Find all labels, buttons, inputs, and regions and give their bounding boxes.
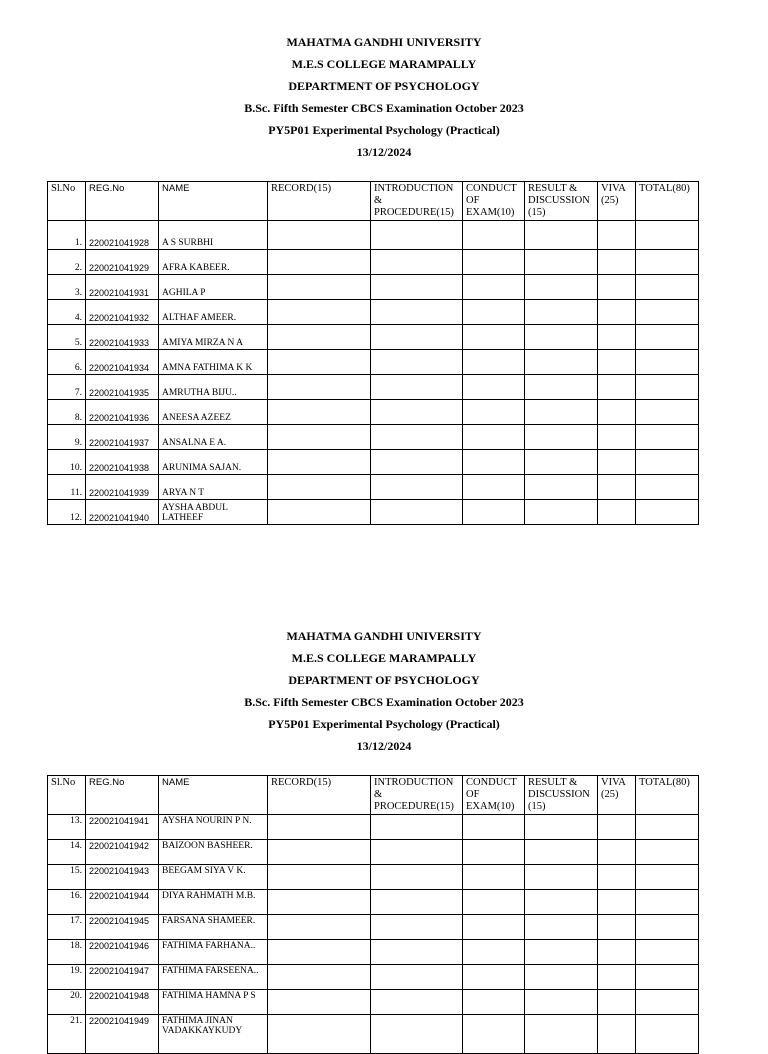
- table-row: [48, 300, 699, 325]
- sl-no-cell: 6.: [48, 350, 86, 375]
- total-mark-cell: [636, 275, 699, 300]
- reg-no-cell: 220021041934: [86, 350, 159, 375]
- sl-no-cell: 2.: [48, 250, 86, 275]
- total-mark-cell: [636, 815, 699, 840]
- name-cell: FARSANA SHAMEER.: [159, 915, 268, 940]
- record-mark-cell: [268, 840, 371, 865]
- introduction-mark-cell: [371, 815, 463, 840]
- reg-no-cell: 220021041935: [86, 375, 159, 400]
- total-mark-cell: [636, 425, 699, 450]
- total-mark-cell: [636, 325, 699, 350]
- viva-mark-cell: [598, 890, 636, 915]
- conduct-mark-cell: [463, 1015, 525, 1054]
- result-mark-cell: [525, 325, 598, 350]
- record-mark-cell: [268, 450, 371, 475]
- name-cell: ARUNIMA SAJAN.: [159, 450, 268, 475]
- table-row: [48, 350, 699, 375]
- exam-date: 13/12/2024: [356, 145, 412, 159]
- viva-mark-cell: [598, 1015, 636, 1054]
- reg-no-cell: 220021041941: [86, 815, 159, 840]
- result-mark-cell: [525, 500, 598, 525]
- introduction-mark-cell: [371, 375, 463, 400]
- conduct-mark-cell: [463, 400, 525, 425]
- total-mark-cell: [636, 450, 699, 475]
- col-total: TOTAL(80): [636, 776, 699, 815]
- col-record: RECORD(15): [268, 776, 371, 815]
- name-cell: DIYA RAHMATH M.B.: [159, 890, 268, 915]
- name-cell: AMNA FATHIMA K K: [159, 350, 268, 375]
- viva-mark-cell: [598, 475, 636, 500]
- result-mark-cell: [525, 940, 598, 965]
- conduct-mark-cell: [463, 250, 525, 275]
- result-mark-cell: [525, 400, 598, 425]
- result-mark-cell: [525, 475, 598, 500]
- sl-no-cell: 3.: [48, 275, 86, 300]
- reg-no-cell: 220021041933: [86, 325, 159, 350]
- reg-no-cell: 220021041931: [86, 275, 159, 300]
- viva-mark-cell: [598, 865, 636, 890]
- col-reg-no: REG.No: [86, 776, 159, 815]
- col-viva: VIVA (25): [598, 776, 636, 815]
- record-mark-cell: [268, 400, 371, 425]
- record-mark-cell: [268, 865, 371, 890]
- university-title: MAHATMA GANDHI UNIVERSITY: [286, 629, 482, 643]
- table-row: [48, 865, 699, 890]
- introduction-mark-cell: [371, 250, 463, 275]
- college-title: M.E.S COLLEGE MARAMPALLY: [291, 57, 477, 71]
- col-conduct: CONDUCT OF EXAM(10): [463, 182, 525, 221]
- result-mark-cell: [525, 990, 598, 1015]
- table-row: [48, 990, 699, 1015]
- viva-mark-cell: [598, 840, 636, 865]
- sl-no-cell: 21.: [48, 1015, 86, 1054]
- col-reg-no: REG.No: [86, 182, 159, 221]
- result-mark-cell: [525, 350, 598, 375]
- record-mark-cell: [268, 250, 371, 275]
- table-row: [48, 915, 699, 940]
- reg-no-cell: 220021041932: [86, 300, 159, 325]
- record-mark-cell: [268, 325, 371, 350]
- record-mark-cell: [268, 375, 371, 400]
- viva-mark-cell: [598, 221, 636, 250]
- introduction-mark-cell: [371, 940, 463, 965]
- table-row: [48, 425, 699, 450]
- table-header-row: [48, 182, 699, 221]
- conduct-mark-cell: [463, 375, 525, 400]
- reg-no-cell: 220021041940: [86, 500, 159, 525]
- col-sl-no: Sl.No: [48, 776, 86, 815]
- record-mark-cell: [268, 275, 371, 300]
- result-mark-cell: [525, 425, 598, 450]
- introduction-mark-cell: [371, 915, 463, 940]
- viva-mark-cell: [598, 425, 636, 450]
- introduction-mark-cell: [371, 450, 463, 475]
- name-cell: FATHIMA HAMNA P S: [159, 990, 268, 1015]
- introduction-mark-cell: [371, 221, 463, 250]
- university-title: MAHATMA GANDHI UNIVERSITY: [286, 35, 482, 49]
- viva-mark-cell: [598, 915, 636, 940]
- conduct-mark-cell: [463, 221, 525, 250]
- total-mark-cell: [636, 865, 699, 890]
- name-cell: FATHIMA JINAN VADAKKAYKUDY: [159, 1015, 268, 1054]
- col-record: RECORD(15): [268, 182, 371, 221]
- exam-title: B.Sc. Fifth Semester CBCS Examination October 2023: [244, 695, 524, 709]
- total-mark-cell: [636, 221, 699, 250]
- reg-no-cell: 220021041945: [86, 915, 159, 940]
- course-title: PY5P01 Experimental Psychology (Practical): [268, 123, 500, 137]
- name-cell: A S SURBHI: [159, 221, 268, 250]
- record-mark-cell: [268, 425, 371, 450]
- reg-no-cell: 220021041937: [86, 425, 159, 450]
- college-title: M.E.S COLLEGE MARAMPALLY: [291, 651, 477, 665]
- sl-no-cell: 5.: [48, 325, 86, 350]
- record-mark-cell: [268, 475, 371, 500]
- table-row: [48, 221, 699, 250]
- reg-no-cell: 220021041943: [86, 865, 159, 890]
- viva-mark-cell: [598, 965, 636, 990]
- table-row: [48, 840, 699, 865]
- marks-table-2: [47, 775, 699, 1054]
- introduction-mark-cell: [371, 425, 463, 450]
- reg-no-cell: 220021041939: [86, 475, 159, 500]
- conduct-mark-cell: [463, 275, 525, 300]
- table-header-row: [48, 776, 699, 815]
- total-mark-cell: [636, 940, 699, 965]
- exam-date: 13/12/2024: [356, 739, 412, 753]
- header-section-1: [0, 31, 768, 163]
- sl-no-cell: 13.: [48, 815, 86, 840]
- table-row: [48, 450, 699, 475]
- record-mark-cell: [268, 500, 371, 525]
- result-mark-cell: [525, 450, 598, 475]
- viva-mark-cell: [598, 350, 636, 375]
- table-row: [48, 1015, 699, 1054]
- table-row: [48, 275, 699, 300]
- result-mark-cell: [525, 915, 598, 940]
- conduct-mark-cell: [463, 815, 525, 840]
- sl-no-cell: 1.: [48, 221, 86, 250]
- course-title: PY5P01 Experimental Psychology (Practical): [268, 717, 500, 731]
- reg-no-cell: 220021041942: [86, 840, 159, 865]
- viva-mark-cell: [598, 275, 636, 300]
- exam-title: B.Sc. Fifth Semester CBCS Examination October 2023: [244, 101, 524, 115]
- table-row: [48, 890, 699, 915]
- introduction-mark-cell: [371, 990, 463, 1015]
- conduct-mark-cell: [463, 990, 525, 1015]
- name-cell: ARYA N T: [159, 475, 268, 500]
- total-mark-cell: [636, 300, 699, 325]
- result-mark-cell: [525, 840, 598, 865]
- sl-no-cell: 12.: [48, 500, 86, 525]
- name-cell: AGHILA P: [159, 275, 268, 300]
- viva-mark-cell: [598, 815, 636, 840]
- sl-no-cell: 16.: [48, 890, 86, 915]
- viva-mark-cell: [598, 940, 636, 965]
- introduction-mark-cell: [371, 400, 463, 425]
- reg-no-cell: 220021041944: [86, 890, 159, 915]
- reg-no-cell: 220021041928: [86, 221, 159, 250]
- name-cell: AYSHA NOURIN P N.: [159, 815, 268, 840]
- total-mark-cell: [636, 915, 699, 940]
- record-mark-cell: [268, 940, 371, 965]
- conduct-mark-cell: [463, 475, 525, 500]
- sl-no-cell: 4.: [48, 300, 86, 325]
- result-mark-cell: [525, 965, 598, 990]
- sl-no-cell: 18.: [48, 940, 86, 965]
- conduct-mark-cell: [463, 300, 525, 325]
- record-mark-cell: [268, 221, 371, 250]
- total-mark-cell: [636, 990, 699, 1015]
- name-cell: FATHIMA FARHANA..: [159, 940, 268, 965]
- col-result: RESULT & DISCUSSION (15): [525, 776, 598, 815]
- table-row: [48, 500, 699, 525]
- col-total: TOTAL(80): [636, 182, 699, 221]
- col-name: NAME: [159, 776, 268, 815]
- conduct-mark-cell: [463, 840, 525, 865]
- col-name: NAME: [159, 182, 268, 221]
- table-row: [48, 250, 699, 275]
- record-mark-cell: [268, 815, 371, 840]
- name-cell: BAIZOON BASHEER.: [159, 840, 268, 865]
- record-mark-cell: [268, 300, 371, 325]
- viva-mark-cell: [598, 450, 636, 475]
- department-title: DEPARTMENT OF PSYCHOLOGY: [288, 79, 480, 93]
- reg-no-cell: 220021041936: [86, 400, 159, 425]
- col-introduction: INTRODUCTION & PROCEDURE(15): [371, 182, 463, 221]
- total-mark-cell: [636, 500, 699, 525]
- sl-no-cell: 8.: [48, 400, 86, 425]
- reg-no-cell: 220021041947: [86, 965, 159, 990]
- table-row: [48, 325, 699, 350]
- total-mark-cell: [636, 965, 699, 990]
- reg-no-cell: 220021041948: [86, 990, 159, 1015]
- name-cell: FATHIMA FARSEENA..: [159, 965, 268, 990]
- name-cell: BEEGAM SIYA V K.: [159, 865, 268, 890]
- viva-mark-cell: [598, 500, 636, 525]
- col-result: RESULT & DISCUSSION (15): [525, 182, 598, 221]
- name-cell: AMIYA MIRZA N A: [159, 325, 268, 350]
- sl-no-cell: 9.: [48, 425, 86, 450]
- viva-mark-cell: [598, 375, 636, 400]
- conduct-mark-cell: [463, 940, 525, 965]
- table-row: [48, 965, 699, 990]
- introduction-mark-cell: [371, 300, 463, 325]
- total-mark-cell: [636, 250, 699, 275]
- sl-no-cell: 17.: [48, 915, 86, 940]
- introduction-mark-cell: [371, 865, 463, 890]
- record-mark-cell: [268, 965, 371, 990]
- result-mark-cell: [525, 375, 598, 400]
- table-row: [48, 400, 699, 425]
- result-mark-cell: [525, 250, 598, 275]
- name-cell: AMRUTHA BIJU..: [159, 375, 268, 400]
- introduction-mark-cell: [371, 1015, 463, 1054]
- conduct-mark-cell: [463, 425, 525, 450]
- introduction-mark-cell: [371, 965, 463, 990]
- reg-no-cell: 220021041938: [86, 450, 159, 475]
- reg-no-cell: 220021041929: [86, 250, 159, 275]
- result-mark-cell: [525, 890, 598, 915]
- viva-mark-cell: [598, 300, 636, 325]
- name-cell: ANSALNA E A.: [159, 425, 268, 450]
- conduct-mark-cell: [463, 450, 525, 475]
- name-cell: AYSHA ABDUL LATHEEF: [159, 500, 268, 525]
- sl-no-cell: 7.: [48, 375, 86, 400]
- introduction-mark-cell: [371, 475, 463, 500]
- total-mark-cell: [636, 350, 699, 375]
- viva-mark-cell: [598, 250, 636, 275]
- record-mark-cell: [268, 915, 371, 940]
- record-mark-cell: [268, 350, 371, 375]
- record-mark-cell: [268, 1015, 371, 1054]
- table-row: [48, 815, 699, 840]
- col-sl-no: Sl.No: [48, 182, 86, 221]
- total-mark-cell: [636, 375, 699, 400]
- conduct-mark-cell: [463, 965, 525, 990]
- introduction-mark-cell: [371, 350, 463, 375]
- result-mark-cell: [525, 275, 598, 300]
- table-row: [48, 940, 699, 965]
- name-cell: ALTHAF AMEER.: [159, 300, 268, 325]
- sl-no-cell: 15.: [48, 865, 86, 890]
- conduct-mark-cell: [463, 325, 525, 350]
- record-mark-cell: [268, 990, 371, 1015]
- sl-no-cell: 19.: [48, 965, 86, 990]
- introduction-mark-cell: [371, 840, 463, 865]
- col-viva: VIVA (25): [598, 182, 636, 221]
- name-cell: AFRA KABEER.: [159, 250, 268, 275]
- table-row: [48, 375, 699, 400]
- conduct-mark-cell: [463, 915, 525, 940]
- conduct-mark-cell: [463, 865, 525, 890]
- total-mark-cell: [636, 475, 699, 500]
- sl-no-cell: 20.: [48, 990, 86, 1015]
- total-mark-cell: [636, 400, 699, 425]
- marks-table-1: [47, 181, 699, 525]
- col-introduction: INTRODUCTION & PROCEDURE(15): [371, 776, 463, 815]
- result-mark-cell: [525, 300, 598, 325]
- sl-no-cell: 10.: [48, 450, 86, 475]
- result-mark-cell: [525, 221, 598, 250]
- viva-mark-cell: [598, 400, 636, 425]
- table-row: [48, 475, 699, 500]
- viva-mark-cell: [598, 325, 636, 350]
- header-section-2: [0, 625, 768, 757]
- introduction-mark-cell: [371, 325, 463, 350]
- result-mark-cell: [525, 865, 598, 890]
- total-mark-cell: [636, 1015, 699, 1054]
- sl-no-cell: 11.: [48, 475, 86, 500]
- introduction-mark-cell: [371, 500, 463, 525]
- introduction-mark-cell: [371, 890, 463, 915]
- conduct-mark-cell: [463, 890, 525, 915]
- record-mark-cell: [268, 890, 371, 915]
- total-mark-cell: [636, 890, 699, 915]
- result-mark-cell: [525, 1015, 598, 1054]
- result-mark-cell: [525, 815, 598, 840]
- col-conduct: CONDUCT OF EXAM(10): [463, 776, 525, 815]
- conduct-mark-cell: [463, 500, 525, 525]
- introduction-mark-cell: [371, 275, 463, 300]
- reg-no-cell: 220021041949: [86, 1015, 159, 1054]
- total-mark-cell: [636, 840, 699, 865]
- sl-no-cell: 14.: [48, 840, 86, 865]
- department-title: DEPARTMENT OF PSYCHOLOGY: [288, 673, 480, 687]
- conduct-mark-cell: [463, 350, 525, 375]
- name-cell: ANEESA AZEEZ: [159, 400, 268, 425]
- viva-mark-cell: [598, 990, 636, 1015]
- reg-no-cell: 220021041946: [86, 940, 159, 965]
